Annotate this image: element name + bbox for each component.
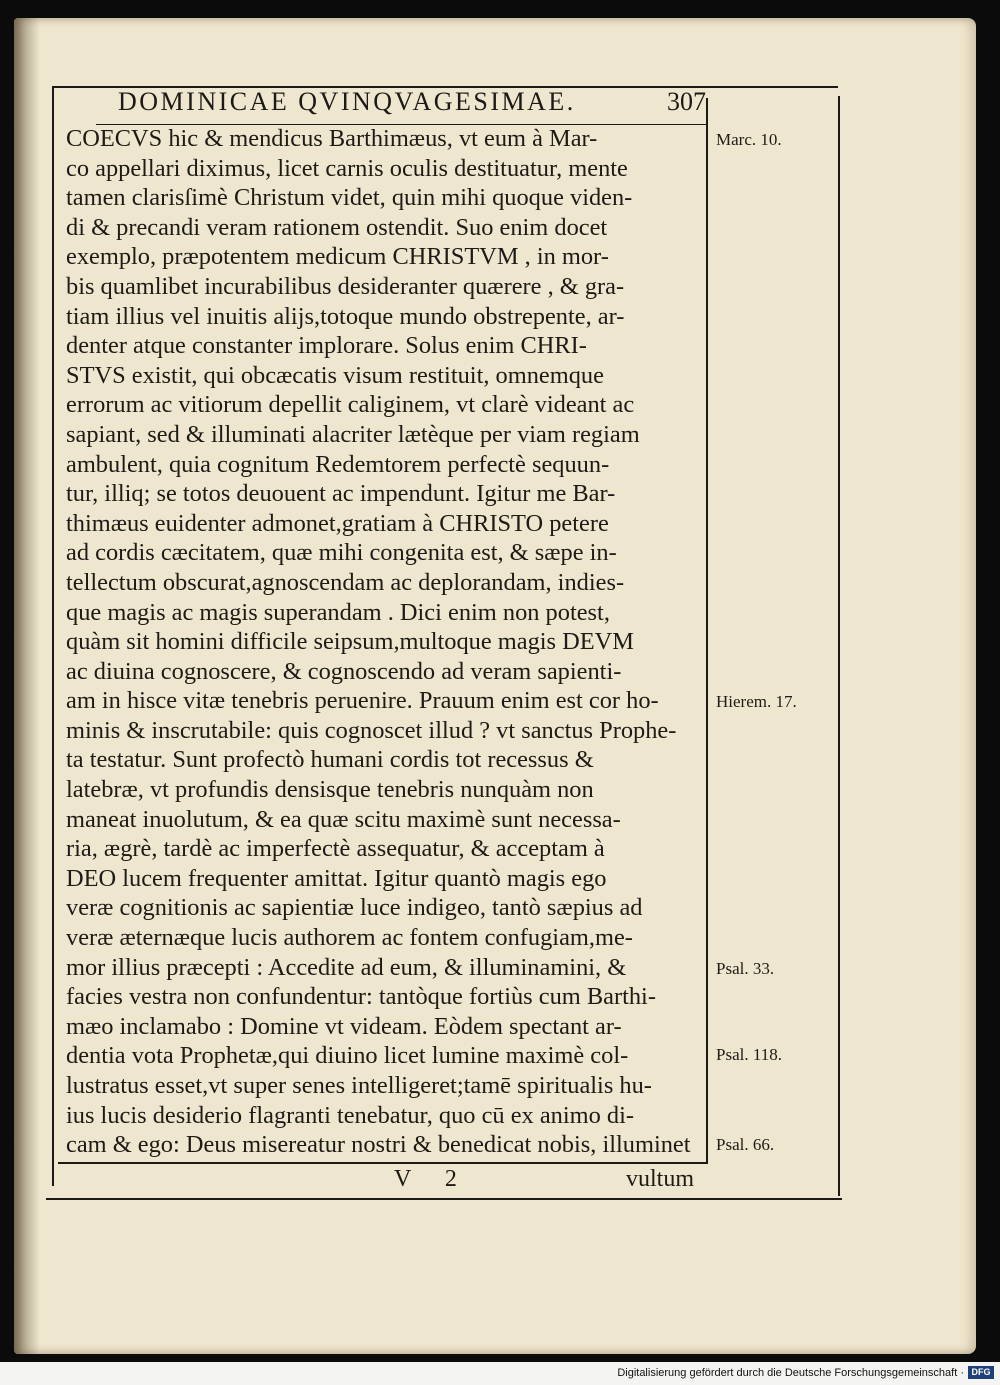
text-line: veræ æternæque lucis authorem ac fontem confugiam,me- bbox=[66, 924, 633, 952]
text-line: tiam illius vel inuitis alijs,totoque mundo obstrepente, ar- bbox=[66, 302, 625, 330]
text-line: STVS existit, qui obcæcatis visum restituit, omnemque bbox=[66, 361, 604, 389]
text-line: dentia vota Prophetæ,qui diuino licet lumine maximè col- bbox=[66, 1042, 629, 1070]
text-line: mor illius præcepti : Accedite ad eum, & illuminamini, & bbox=[66, 953, 627, 981]
text-line: sapiant, sed & illuminati alacriter lætèque per viam regiam bbox=[66, 420, 640, 448]
main-text bbox=[66, 124, 702, 1160]
text-line: co appellari diximus, licet carnis oculis destituatur, mente bbox=[66, 154, 628, 182]
text-line: bis quamlibet incurabilibus desideranter quærere , & gra- bbox=[66, 272, 625, 300]
text-line: ria, ægrè, tardè ac imperfectè assequatur, & acceptam à bbox=[66, 835, 605, 863]
signature-mark: V 2 bbox=[394, 1166, 471, 1192]
text-line: ta testatur. Sunt profectò humani cordis tot recessus & bbox=[66, 746, 594, 774]
text-line: thimæus euidenter admonet,gratiam à CHRISTO petere bbox=[66, 509, 609, 537]
text-line: ius lucis desiderio flagranti tenebatur, quo cū ex animo di- bbox=[66, 1101, 634, 1129]
text-line: denter atque constanter implorare. Solus enim CHRI- bbox=[66, 332, 587, 360]
column-rule-right bbox=[838, 96, 840, 1196]
margin-note: Psal. 33. bbox=[716, 959, 775, 978]
text-line: veræ cognitionis ac sapientiæ luce indigeo, tantò sæpius ad bbox=[66, 894, 643, 922]
page-footer bbox=[66, 1164, 706, 1198]
margin-note: Psal. 118. bbox=[716, 1045, 782, 1064]
page-gutter bbox=[14, 18, 40, 1354]
margin-note: Marc. 10. bbox=[716, 130, 782, 149]
digitization-credit: Digitalisierung gefördert durch die Deutsche Forschungsgemeinschaft · bbox=[617, 1367, 964, 1379]
text-line: minis & inscrutabile: quis cognoscet illud ? vt sanctus Prophe- bbox=[66, 716, 677, 744]
text-line: cam & ego: Deus misereatur nostri & benedicat nobis, illuminet bbox=[66, 1131, 691, 1159]
text-line: ac diuina cognoscere, & cognoscendo ad veram sapienti- bbox=[66, 657, 622, 685]
footer-rule bbox=[46, 1198, 842, 1200]
text-line: maneat inuolutum, & ea quæ scitu maximè sunt necessa- bbox=[66, 805, 621, 833]
text-line: tur, illiq; se totos deuouent ac impendunt. Igitur me Bar- bbox=[66, 480, 616, 508]
column-rule-inner bbox=[706, 98, 708, 1164]
page-number: 307 bbox=[667, 87, 706, 116]
text-line: exemplo, præpotentem medicum CHRISTVM , in mor- bbox=[66, 243, 609, 271]
margin-note: Psal. 66. bbox=[716, 1135, 775, 1154]
text-line: am in hisce vitæ tenebris peruenire. Prauum enim est cor ho- bbox=[66, 687, 659, 715]
running-title: DOMINICAE QVINQVAGESIMAE. bbox=[118, 87, 576, 116]
text-line: lustratus esset,vt super senes intelligeret;tamē spiritualis hu- bbox=[66, 1072, 652, 1099]
text-line: tamen clarisſimè Christum videt, quin mihi quoque viden- bbox=[66, 184, 633, 212]
text-line: que magis ac magis superandam . Dici enim non potest, bbox=[66, 598, 610, 626]
text-line: quàm sit homini difficile seipsum,multoque magis DEVM bbox=[66, 628, 634, 656]
catchword: vultum bbox=[625, 1166, 694, 1192]
text-line: latebræ, vt profundis densisque tenebris nunquàm non bbox=[66, 776, 594, 804]
text-line: ad cordis cæcitatem, quæ mihi congenita est, & sæpe in- bbox=[66, 539, 617, 567]
column-rule-left bbox=[52, 86, 54, 1186]
text-line: mæo inclamabo : Domine vt videam. Eòdem spectant ar- bbox=[66, 1012, 622, 1040]
text-line: errorum ac vitiorum depellit caliginem, vt clarè videant ac bbox=[66, 391, 635, 419]
text-line: DEO lucem frequenter amittat. Igitur quantò magis ego bbox=[66, 864, 607, 892]
text-line: tellectum obscurat,agnoscendam ac deplorandam, indies- bbox=[66, 568, 625, 596]
dfg-logo-icon: DFG bbox=[968, 1366, 994, 1379]
page-header bbox=[66, 87, 706, 125]
text-line: ambulent, quia cognitum Redemtorem perfectè sequun- bbox=[66, 450, 610, 478]
text-line: COECVS hic & mendicus Barthimæus, vt eum à Mar- bbox=[66, 125, 598, 152]
margin-note: Hierem. 17. bbox=[716, 692, 797, 711]
text-line: facies vestra non confundentur: tantòque fortiùs cum Barthi- bbox=[66, 983, 656, 1011]
text-line: di & precandi veram rationem ostendit. Suo enim docet bbox=[66, 213, 608, 241]
